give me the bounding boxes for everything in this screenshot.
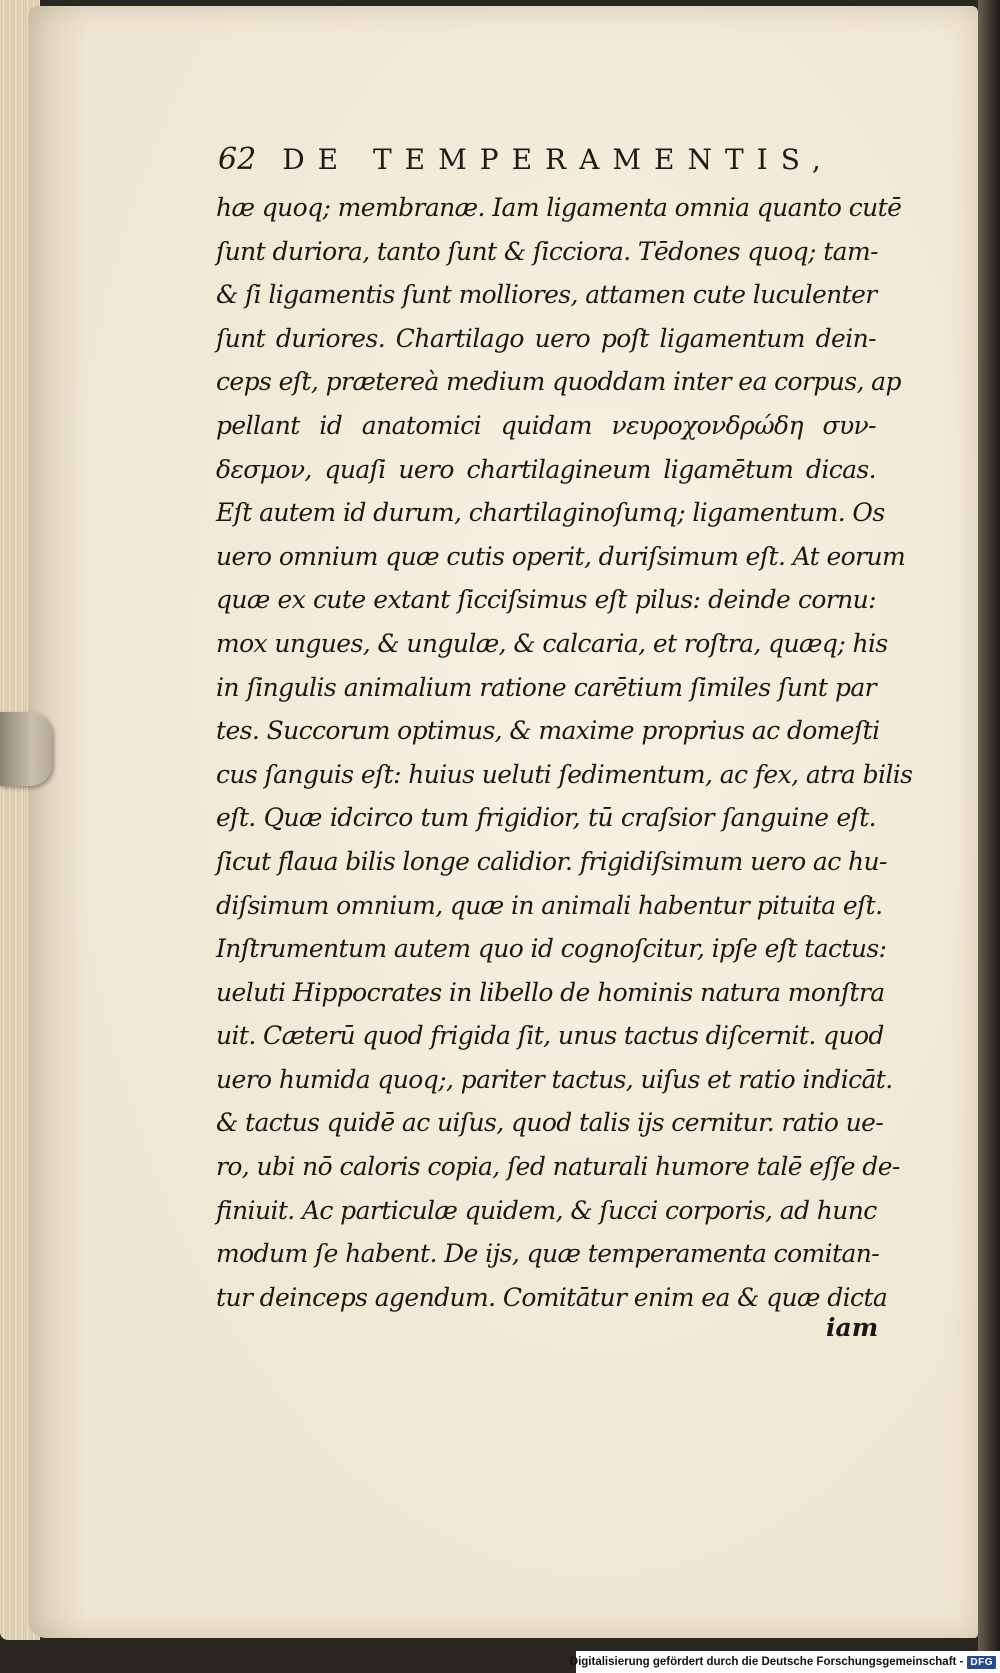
- catchword: iam: [826, 1313, 879, 1342]
- text-line: ueluti Hippocrates in libello de hominis natura monſtra: [216, 977, 885, 1007]
- text-line: pellant id anatomici quidam νευροχονδρώδη συν-: [216, 410, 876, 440]
- dfg-logo: DFG: [967, 1656, 996, 1669]
- text-line: ſunt duriora, tanto ſunt & ſicciora. Tēdones quoq; tam-: [216, 236, 878, 266]
- text-line: quæ ex cute extant ſicciſsimus eſt pilus: deinde cornu:: [216, 585, 876, 615]
- text-line: hæ quoq; membranæ. Iam ligamenta omnia quanto cutē: [216, 193, 902, 222]
- text-line: ſunt duriores. Chartilago uero poſt ligamentum dein-: [216, 323, 876, 353]
- text-line: cus ſanguis eſt: huius ueluti ſedimentum, ac fex, atra bilis: [216, 759, 913, 789]
- text-line: uero omnium quæ cutis operit, duriſsimum eſt. At eorum: [216, 541, 906, 571]
- text-line: & tactus quidē ac uiſus, quod talis ijs cernitur. ratio ue-: [216, 1108, 884, 1138]
- text-line: tes. Succorum optimus, & maxime proprius ac domeſti: [216, 716, 880, 746]
- running-title: DE TEMPERAMENTIS,: [282, 142, 834, 176]
- text-line: ceps eſt, prætereà medium quoddam inter ea corpus, ap: [216, 367, 901, 397]
- credit-text: Digitalisierung gefördert durch die Deutsche Forschungsgemeinschaft -: [569, 1656, 964, 1668]
- text-line: mox ungues, & ungulæ, & calcaria, et roſtra, quæq; his: [216, 628, 888, 658]
- text-line: eſt. Quæ idcirco tum frigidior, tū craſsior ſanguine eſt.: [216, 803, 876, 833]
- text-line: diſsimum omnium, quæ in animali habentur pituita eſt.: [216, 890, 883, 920]
- digitization-credit: [569, 1651, 1000, 1673]
- text-line: Inſtrumentum autem quo id cognoſcitur, ipſe eſt tactus:: [216, 934, 887, 964]
- book-tab-marker: [0, 712, 52, 786]
- body-text: [216, 186, 913, 1319]
- page-number: 62: [218, 141, 257, 177]
- text-line: modum ſe habent. De ijs, quæ temperamenta comitan-: [216, 1239, 880, 1269]
- text-line: ro, ubi nō caloris copia, ſed naturali humore talē eſſe de-: [216, 1152, 900, 1182]
- text-line: δεσμον, quaſi uero chartilagineum ligamētum dicas.: [216, 454, 876, 484]
- text-line: uit. Cæterū quod frigida ſit, unus tactus diſcernit. quod: [216, 1021, 884, 1051]
- text-line: ſicut flaua bilis longe calidior. frigidiſsimum uero ac hu-: [216, 846, 887, 876]
- running-head: [218, 138, 858, 180]
- text-line: Eſt autem id durum, chartilaginoſumq; ligamentum. Os: [216, 498, 885, 528]
- text-line: uero humida quoq;, pariter tactus, uiſus et ratio indicāt.: [216, 1064, 893, 1094]
- text-line: & ſi ligamentis ſunt molliores, attamen cute luculenter: [216, 280, 877, 310]
- text-line: tur deinceps agendum. Comitātur enim ea & quæ dicta: [216, 1282, 888, 1312]
- book-right-edge: [978, 0, 1000, 1673]
- text-line: in ſingulis animalium ratione carētium ſimiles ſunt par: [216, 672, 876, 702]
- text-line: finiuit. Ac particulæ quidem, & ſucci corporis, ad hunc: [216, 1195, 877, 1225]
